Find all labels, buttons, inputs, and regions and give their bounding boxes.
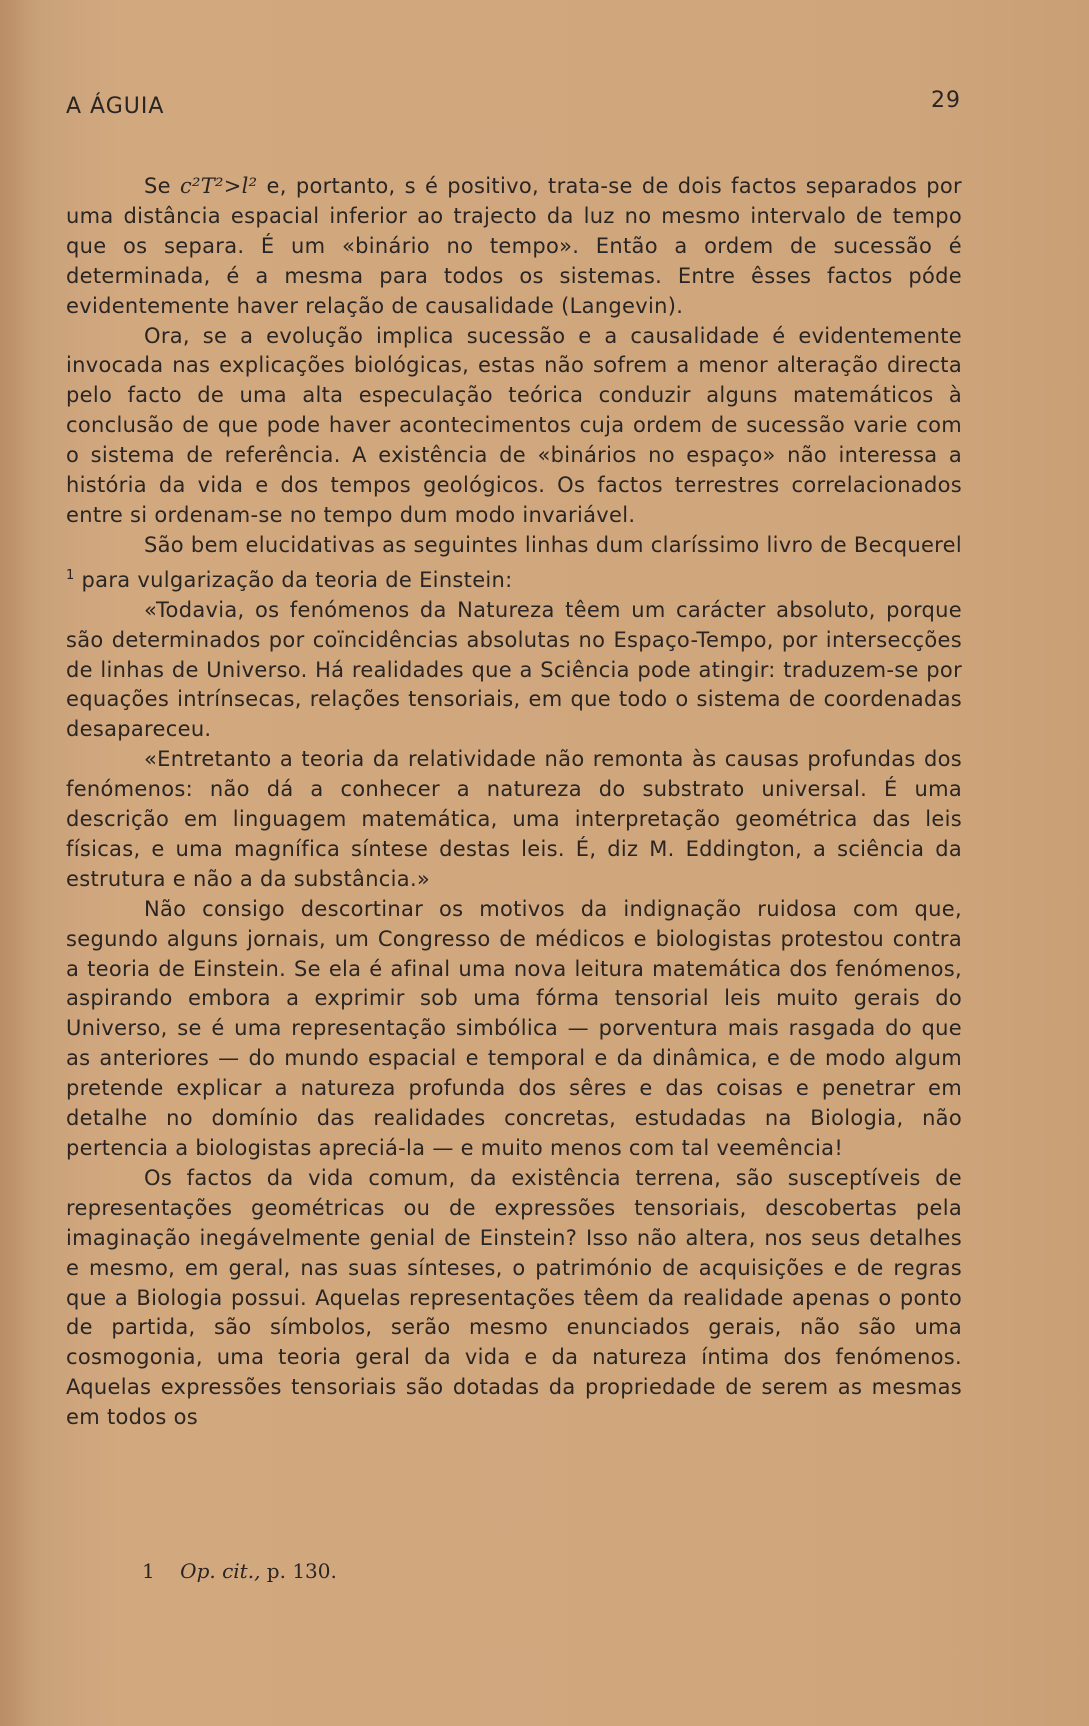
paragraph-3-text: para vulgarização da teoria de Einstein:	[74, 567, 513, 592]
footnote-page: p. 130.	[260, 1559, 337, 1583]
quote-paragraph-1: «Todavia, os fenómenos da Natureza têem um carácter absoluto, porque são determinados por coïncidências absolutas no Espaço-Tempo, por intersecções de linhas de Universo. Há realidades que a Sciência pode atingir: traduzem-se por equações intrínsecas, relações tensoriais, em que todo o sistema de coordenadas desapareceu.	[66, 597, 962, 742]
paragraph-1-text: e, portanto, s é positivo, trata-se de dois factos separados por uma distância espacial inferior ao trajecto da luz no mesmo intervalo de tempo que os separa. É um «binário no tempo». Então a ordem de sucessão é determinada, é a mesma para todos os sistemas. Entre êsses factos póde evidentemente haver relação de causalidade (Langevin).	[66, 174, 962, 318]
paragraph-6: Não consigo descortinar os motivos da indignação ruidosa com que, segundo alguns jornais, um Congresso de médicos e biologistas protestou contra a teoria de Einstein. Se ela é afinal uma nova leitura matemática dos fenómenos, aspirando embora a exprimir sob uma fórma tensorial leis muito gerais do Universo, se é uma representação simbólica — porventura mais rasgada do que as anteriores — do mundo espacial e temporal e da dinâmica, e de modo algum pretende explicar a natureza profunda dos sêres e das coisas e penetrar em detalhe no domínio das realidades concretas, estudadas na Biologia, não pertencia a biologistas apreciá-la — e muito menos com tal veemência!	[66, 896, 962, 1160]
footnote	[142, 1559, 337, 1583]
footnote-marker: 1	[66, 567, 75, 583]
page-number: 29	[931, 88, 961, 113]
paragraph-1-lead: Se	[144, 174, 180, 198]
quote-paragraph-2: «Entretanto a teoria da relatividade não remonta às causas profundas dos fenómenos: não dá a conhecer a natureza do substrato universal. É uma descrição em linguagem matemática, uma interpretação geométrica das leis físicas, e uma magnífica síntese destas leis. É, diz M. Eddington, a sciência da estrutura e não a da substância.»	[66, 747, 962, 891]
journal-title: A ÁGUIA	[66, 94, 165, 119]
footnote-reference: Op. cit.,	[180, 1559, 261, 1583]
paragraph-3	[66, 531, 962, 596]
paragraph-2: Ora, se a evolução implica sucessão e a causalidade é evidentemente invocada nas explicações biológicas, estas não sofrem a menor alteração directa pelo facto de uma alta especulação teórica conduzir alguns matemáticos à conclusão de que pode haver acontecimentos cuja ordem de sucessão varie com o sistema de referência. A existência de «binários no espaço» não interessa a história da vida e dos tempos geológicos. Os factos terrestres correlacionados entre si ordenam-se no tempo dum modo invariável.	[66, 323, 962, 527]
running-header	[66, 88, 961, 124]
paragraph-7: Os factos da vida comum, da existência terrena, são susceptíveis de representações geométricas ou de expressões tensoriais, descobertas pela imaginação inegávelmente genial de Einstein? Isso não altera, nos seus detalhes e mesmo, em geral, nas suas sínteses, o património de acquisições e de regras que a Biologia possui. Aquelas representações têem da realidade apenas o ponto de partida, são símbolos, serão mesmo enunciados gerais, não são uma cosmogonia, uma teoria geral da vida e da natureza íntima dos fenómenos. Aquelas expressões tensoriais são dotadas da propriedade de serem as mesmas em todos os	[66, 1165, 962, 1430]
body-text	[66, 172, 962, 1433]
paragraph-3-lead: São bem elucidativas as seguintes linhas dum claríssimo livro de Becquerel	[144, 532, 962, 557]
inequality-formula: c²T²>l²	[179, 174, 258, 198]
paragraph-1	[66, 172, 962, 322]
footnote-number: 1	[142, 1559, 155, 1583]
